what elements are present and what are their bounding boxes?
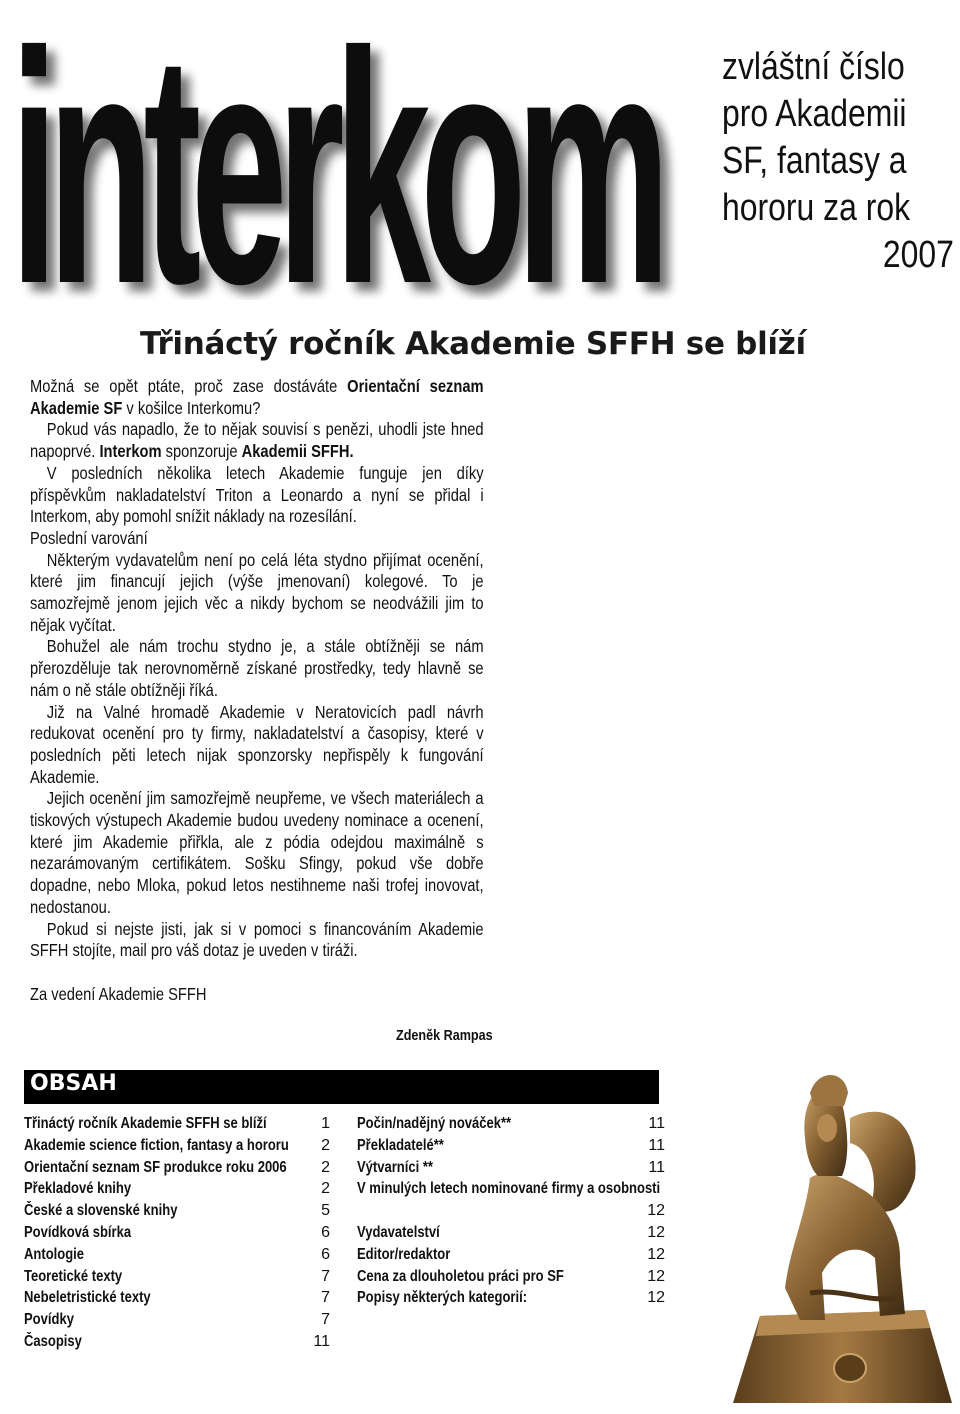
toc-entry[interactable]: 12 xyxy=(647,1202,665,1220)
toc-heading: OBSAH xyxy=(30,1071,117,1096)
issue-subtitle xyxy=(722,44,954,279)
paragraph-4: Poslední varování xyxy=(30,527,148,548)
toc-entry[interactable]: Vydavatelství 12 xyxy=(357,1223,665,1241)
subtitle-line-2: pro Akademii xyxy=(722,93,907,135)
toc-entry[interactable]: Překladatelé** 11 xyxy=(357,1136,665,1154)
toc-right-column xyxy=(357,1113,665,1309)
subtitle-year: 2007 xyxy=(882,234,954,276)
toc-left-column xyxy=(24,1113,330,1353)
sphinx-statuette-image xyxy=(730,1058,955,1408)
toc-entry[interactable]: V minulých letech nominované firmy a osobnosti xyxy=(357,1180,661,1198)
paragraph-3: V posledních několika letech Akademie funguje jen díky příspěvkům nakladatelství Triton a Leonardo a nyní se přidal i Interkom, aby pomohl snížit náklady na rozesílání. xyxy=(30,462,484,527)
toc-entry[interactable]: Třináctý ročník Akademie SFFH se blíží 1 xyxy=(24,1115,330,1132)
toc-entry[interactable]: Popisy některých kategorií: 12 xyxy=(357,1289,665,1307)
toc-entry[interactable]: České a slovenské knihy 5 xyxy=(24,1202,330,1220)
paragraph-6: Bohužel ale nám trochu stydno je, a stále obtížněji se nám přerozděluje tak nerovnoměrně získané prostředky, tedy hlavně se nám o ně stále obtížněji říká. xyxy=(30,636,484,700)
subtitle-line-3: SF, fantasy a xyxy=(722,140,907,182)
toc-heading-bar xyxy=(24,1070,659,1104)
toc-entry[interactable]: Editor/redaktor 12 xyxy=(357,1245,665,1263)
article-body xyxy=(30,376,484,1006)
toc-entry[interactable]: Antologie 6 xyxy=(24,1245,330,1263)
toc-entry[interactable]: Počin/nadějný nováček** 11 xyxy=(357,1115,665,1132)
signoff: Za vedení Akademie SFFH xyxy=(30,983,207,1004)
subtitle-line-4: hororu za rok xyxy=(722,187,911,229)
toc-entry[interactable]: Cena za dlouholetou práci pro SF 12 xyxy=(357,1267,665,1285)
toc-entry[interactable]: Akademie science fiction, fantasy a hororu 2 xyxy=(24,1136,330,1154)
toc-entry[interactable]: Povídková sbírka 6 xyxy=(24,1223,330,1241)
toc-entry[interactable]: Orientační seznam SF produkce roku 2006 2 xyxy=(24,1158,330,1176)
article-headline: Třináctý ročník Akademie SFFH se blíží xyxy=(140,326,806,362)
toc-entry[interactable]: Teoretické texty 7 xyxy=(24,1267,330,1285)
masthead-title: interkom xyxy=(10,0,660,300)
toc-entry[interactable]: Povídky 7 xyxy=(24,1311,330,1329)
toc-entry[interactable]: Nebeletristické texty 7 xyxy=(24,1289,330,1307)
toc-entry[interactable]: Časopisy 11 xyxy=(24,1332,330,1350)
subtitle-line-1: zvláštní číslo xyxy=(722,46,905,88)
paragraph-5: Některým vydavatelům není po celá léta stydno přijímat ocenění, které jim financují jejich (výše jmenovaní) kolegové. To je samozřejmě jenom jejich věc a nikdy bychom se neodvážili jim to nějak vyčítat. xyxy=(30,549,484,635)
author-name: Zdeněk Rampas xyxy=(396,1027,493,1044)
toc-entry[interactable]: Výtvarníci ** 11 xyxy=(357,1158,665,1176)
paragraph-7: Již na Valné hromadě Akademie v Neratovicích padl návrh redukovat ocenění pro ty firmy, nakladatelství a časopisy, které v posledních pěti letech nijak sponzorsky nepřispěly k fungování Akademie. xyxy=(30,701,484,787)
paragraph-9: Pokud si nejste jisti, jak si v pomoci s financováním Akademie SFFH stojíte, mail pro váš dotaz je uveden v tiráži. xyxy=(30,918,484,961)
paragraph-1: Možná se opět ptáte, proč zase dostáváte Orientační seznam Akademie SF v košilce Interkomu? xyxy=(30,376,484,418)
paragraph-2: Pokud vás napadlo, že to nějak souvisí s penězi, uhodli jste hned napoprvé. Interkom sponzoruje Akademii SFFH. xyxy=(30,419,484,462)
toc-entry[interactable]: Překladové knihy 2 xyxy=(24,1180,330,1198)
interkom-logo xyxy=(10,0,690,300)
paragraph-8: Jejich ocenění jim samozřejmě neupřeme, ve všech materiálech a tiskových výstupech Akademie budou uvedeny nominace a ocenení, které jim Akademie přiřkla, ale z pódia odejdou maximálně s nezarámovaným certifikátem. Sošku Sfingy, pokud vše dobře dopadne, nebo Mloka, pokud letos nestihneme naši trofej inovovat, nedostanou. xyxy=(30,788,484,917)
